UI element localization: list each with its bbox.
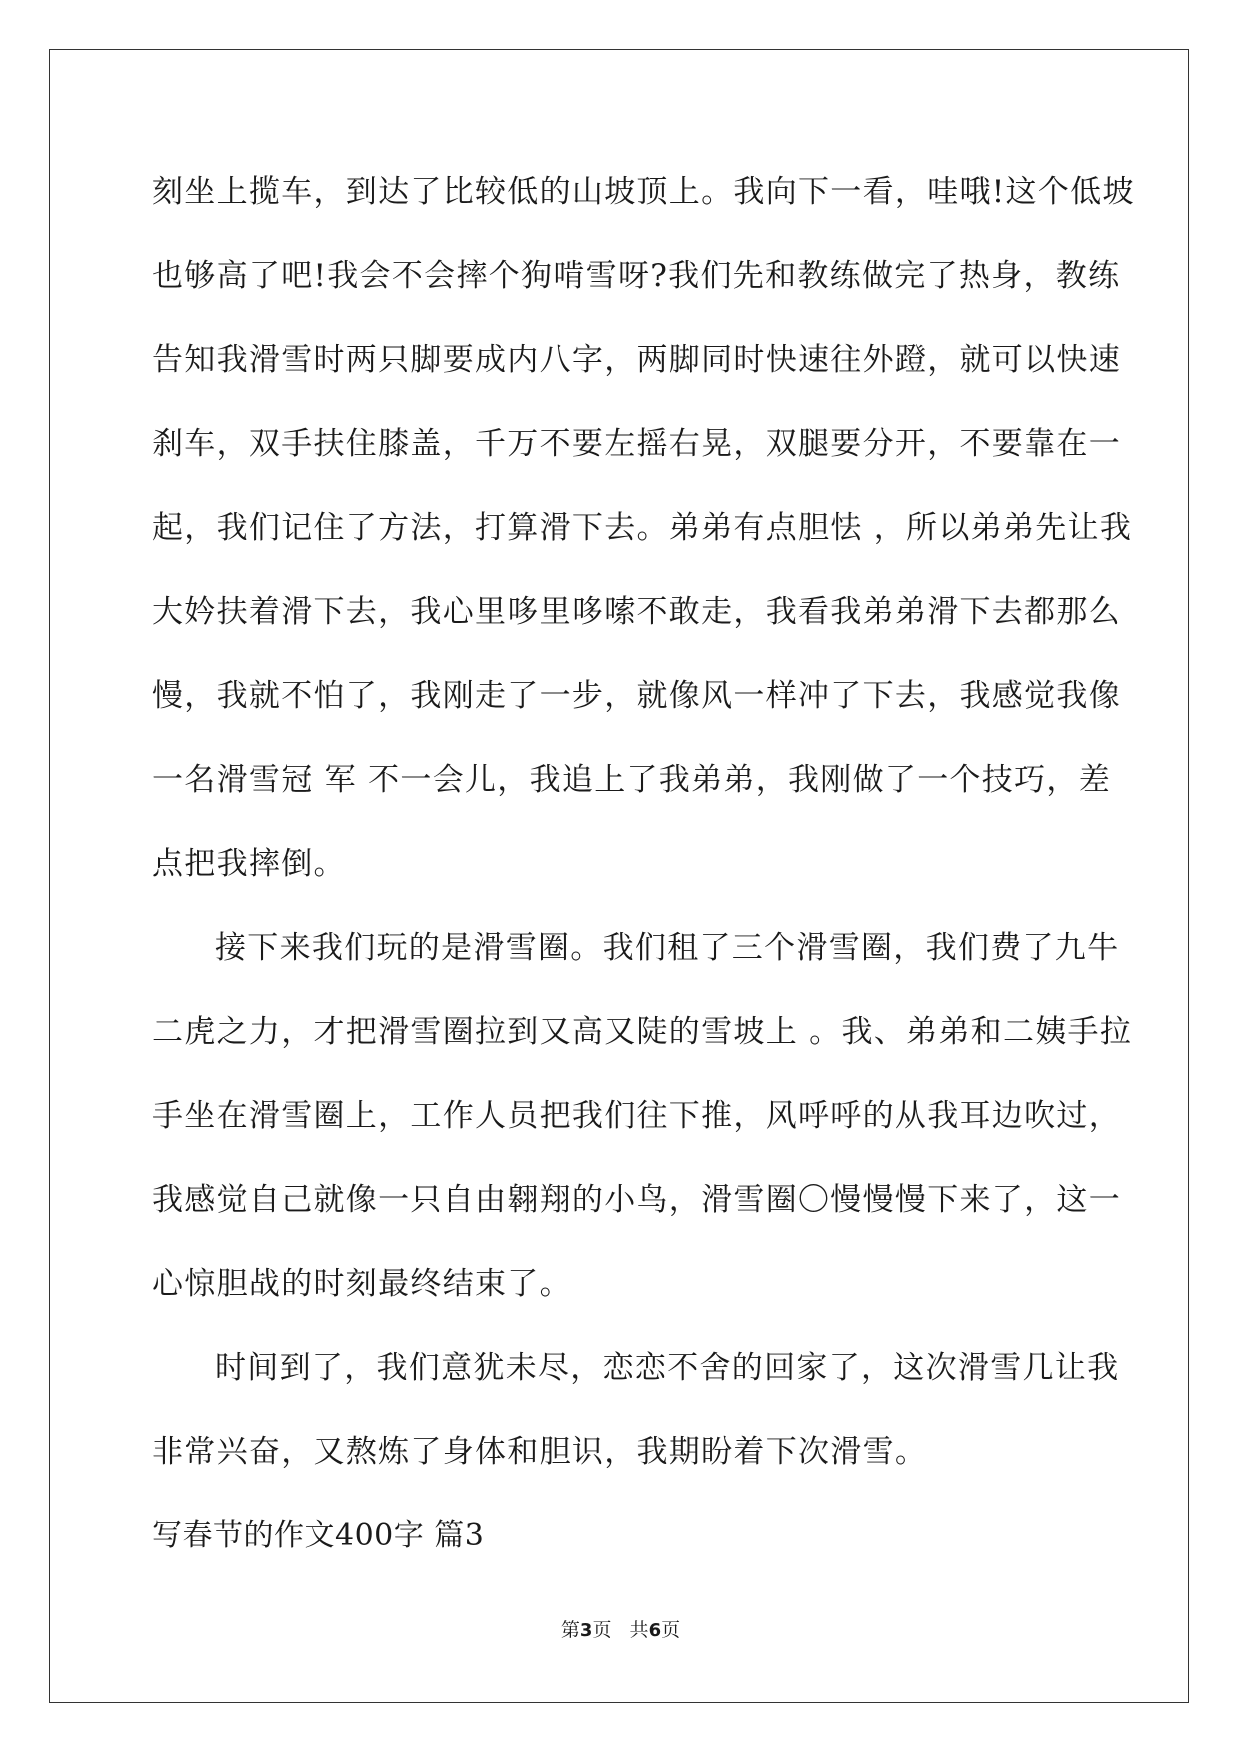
text-line: 大妗扶着滑下去，我心里哆里哆嗦不敢走，我看我弟弟滑下去都那么 [152, 594, 1121, 630]
text-line: 慢，我就不怕了，我刚走了一步，就像风一样冲了下去，我感觉我像 [152, 678, 1121, 714]
document-body [152, 160, 1135, 1588]
page-number-suffix: 页 [661, 1619, 681, 1641]
text-line: 手坐在滑雪圈上，工作人员把我们往下推，风呼呼的从我耳边吹过， [152, 1098, 1121, 1134]
text-line: 点把我摔倒。 [152, 846, 346, 882]
paragraph-3 [152, 1336, 1120, 1504]
page-number-prefix: 第 [560, 1619, 580, 1641]
text-line: 时间到了，我们意犹未尽，恋恋不舍的回家了，这次滑雪几让我 [215, 1350, 1120, 1386]
text-line: 也够高了吧!我会不会摔个狗啃雪呀?我们先和教练做完了热身，教练 [152, 258, 1121, 294]
page-number-mid: 页 共 [592, 1619, 649, 1641]
text-line: 心惊胆战的时刻最终结束了。 [152, 1266, 572, 1302]
text-line: 刻坐上揽车，到达了比较低的山坡顶上。我向下一看，哇哦!这个低坡 [152, 174, 1135, 210]
text-line: 二虎之力，才把滑雪圈拉到又高又陡的雪坡上 。我、弟弟和二姨手拉 [152, 1014, 1133, 1050]
text-line: 起，我们记住了方法，打算滑下去。弟弟有点胆怯 ，所以弟弟先让我 [152, 510, 1133, 546]
page-number-current: 3 [579, 1620, 593, 1641]
section-heading: 写春节的作文400字 篇3 [152, 1518, 485, 1553]
page-footer [0, 1615, 1241, 1642]
text-line: 一名滑雪冠 军 不一会儿，我追上了我弟弟，我刚做了一个技巧，差 [152, 762, 1112, 798]
text-line: 告知我滑雪时两只脚要成内八字，两脚同时快速往外蹬，就可以快速 [152, 342, 1121, 378]
text-line: 我感觉自己就像一只自由翱翔的小鸟，滑雪圈〇慢慢慢下来了，这一 [152, 1182, 1121, 1218]
text-line: 非常兴奋，又熬炼了身体和胆识，我期盼着下次滑雪。 [152, 1434, 928, 1470]
paragraph-1 [152, 160, 1135, 916]
page-number-total: 6 [648, 1620, 662, 1641]
paragraph-2 [152, 916, 1133, 1336]
text-line: 接下来我们玩的是滑雪圈。我们租了三个滑雪圈，我们费了九牛 [215, 930, 1120, 966]
text-line: 刹车，双手扶住膝盖，千万不要左摇右晃，双腿要分开，不要靠在一 [152, 426, 1121, 462]
